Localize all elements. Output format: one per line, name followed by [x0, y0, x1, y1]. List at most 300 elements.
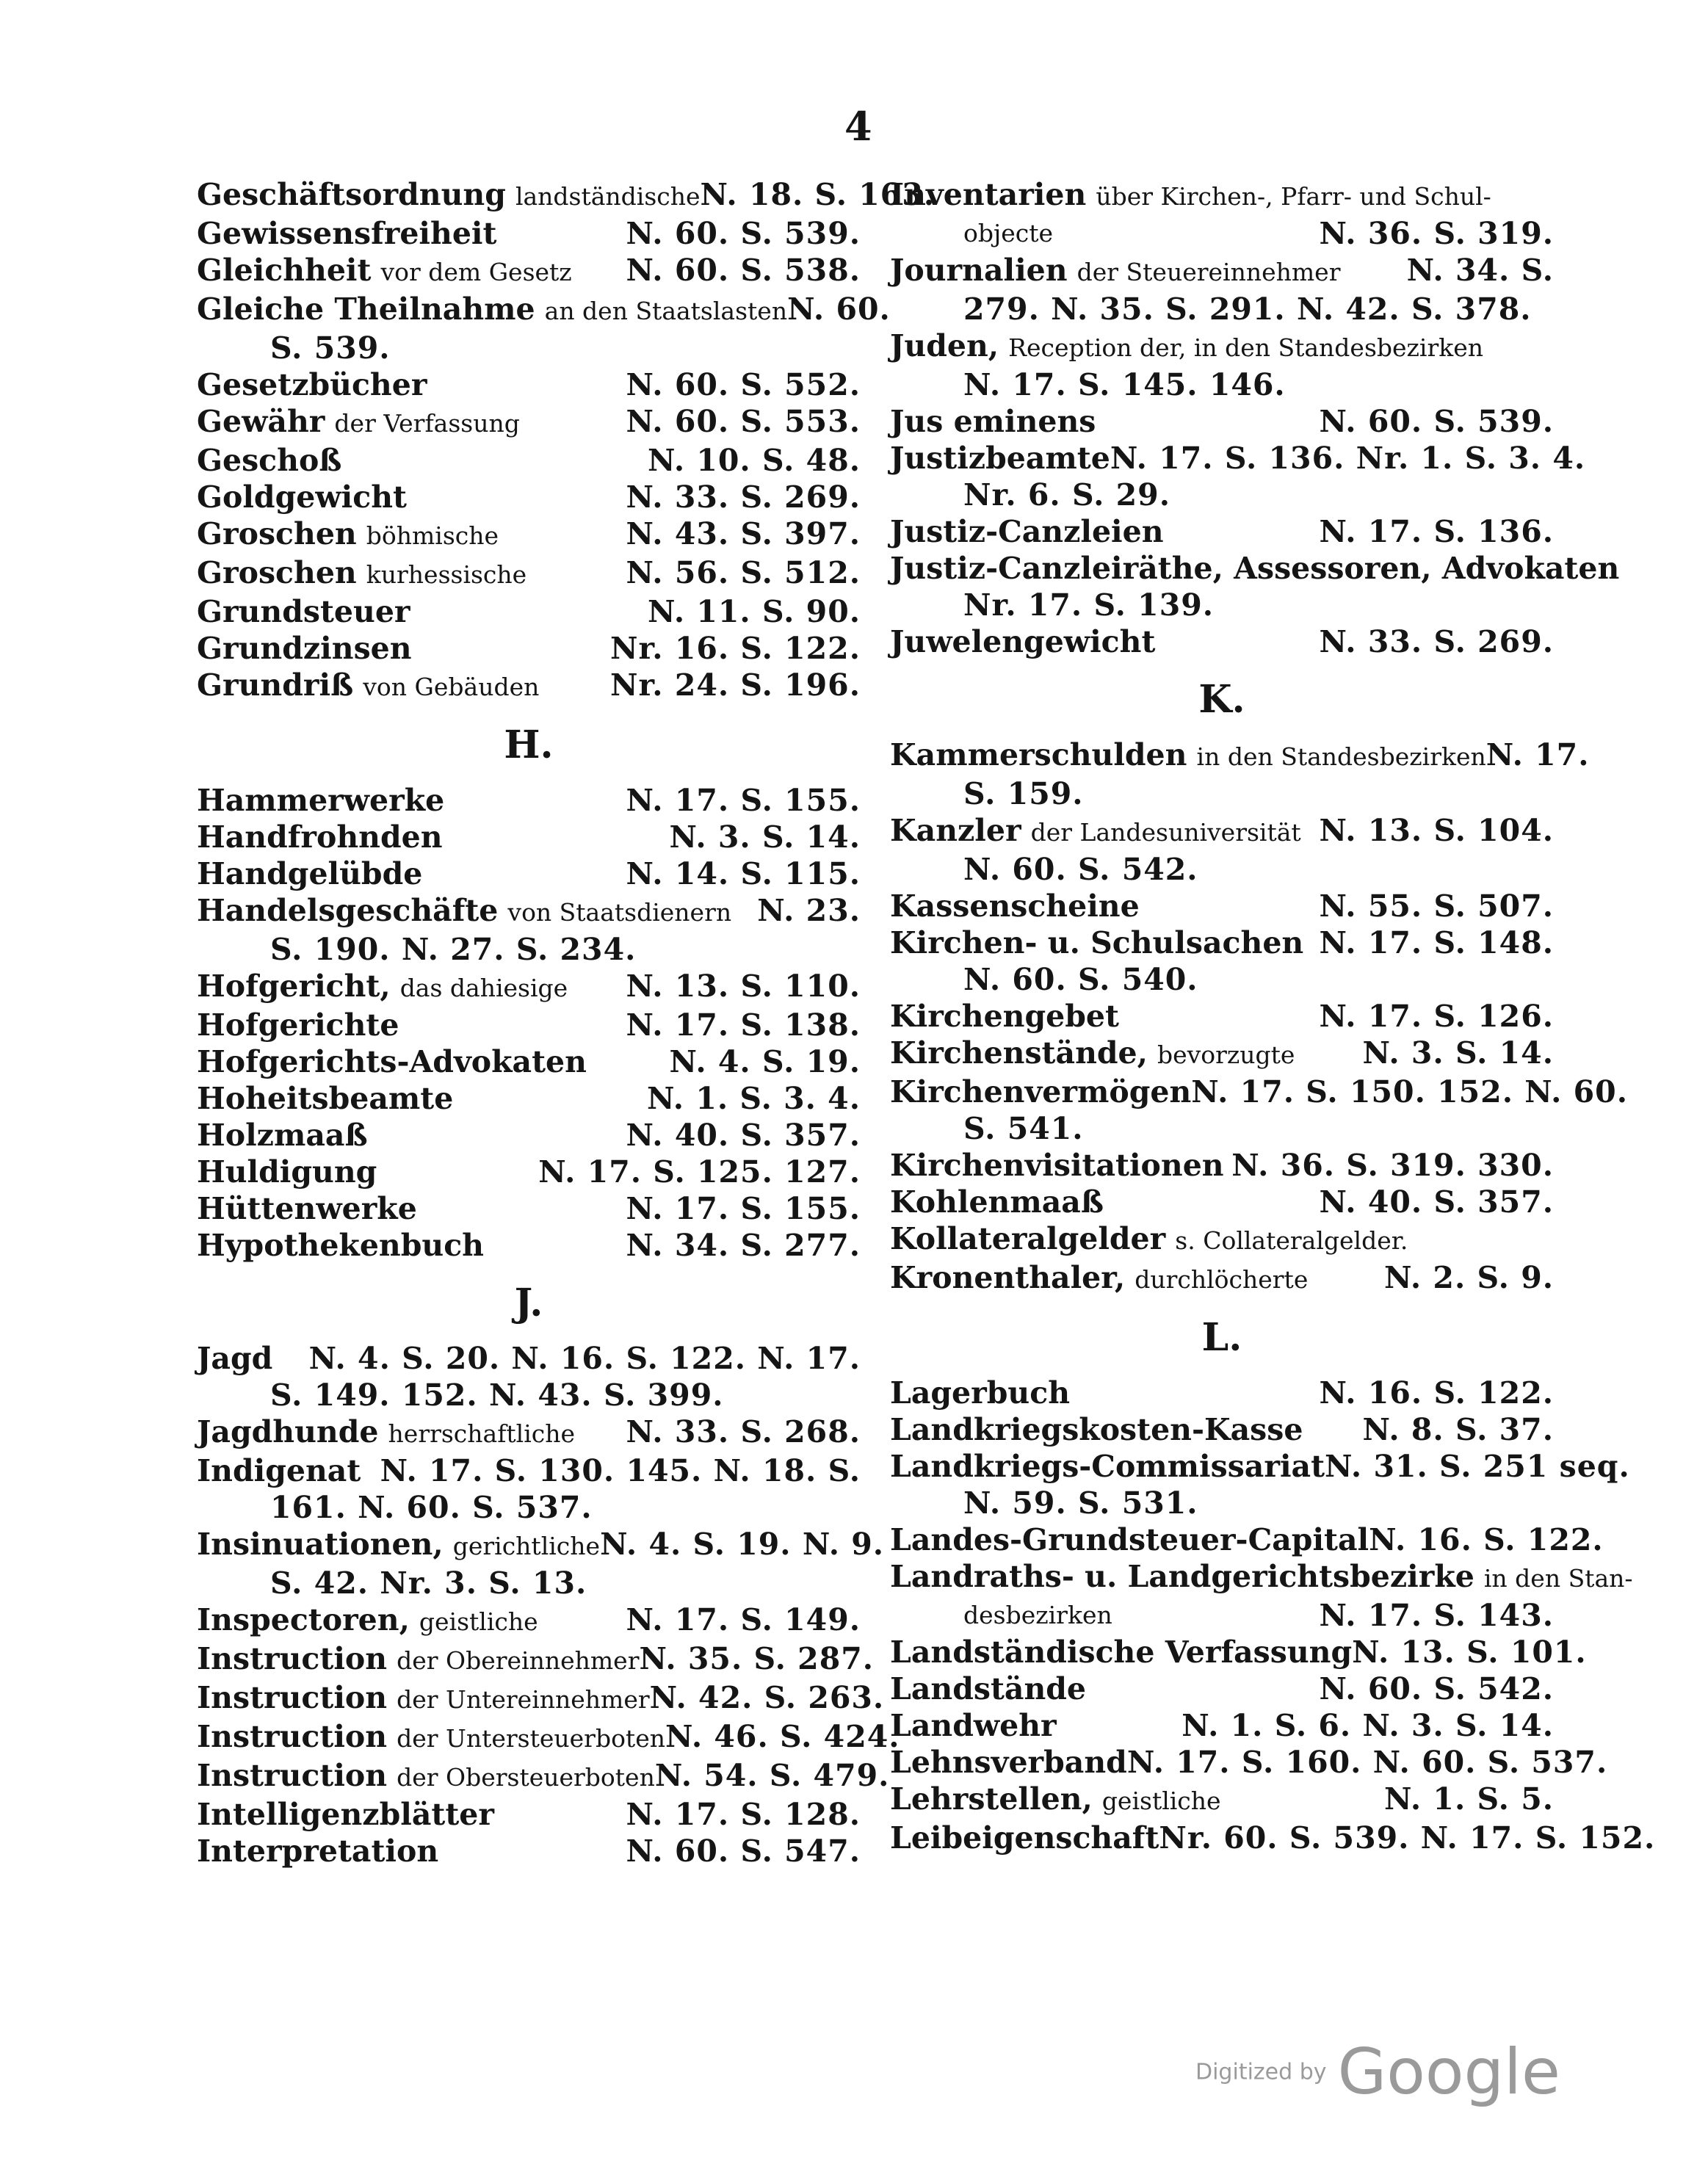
- entry-qualifier: in den Stan-: [1483, 1564, 1633, 1593]
- entry-heading: [890, 1707, 1057, 1744]
- entry-heading: [197, 252, 572, 291]
- entry-reference: N. 60. S. 538.: [626, 253, 861, 288]
- index-entry: [890, 1558, 1633, 1634]
- entry-line: [890, 252, 1554, 291]
- entry-term: Kohlenmaaß: [890, 1184, 1104, 1220]
- entry-heading: [197, 176, 701, 215]
- entry-reference: N. 60.: [787, 292, 891, 327]
- entry-term: Instruction: [197, 1719, 388, 1754]
- entry-heading: [197, 1833, 438, 1869]
- entry-heading: [197, 1007, 399, 1043]
- entry-term: Geschäftsordnung: [197, 177, 506, 212]
- entry-heading: [197, 968, 568, 1007]
- entry-line: [890, 812, 1554, 851]
- entry-reference: N. 4. S. 19.: [669, 1044, 861, 1079]
- entry-line: [197, 554, 861, 593]
- entry-heading: [197, 1413, 575, 1452]
- entry-term: Hüttenwerke: [197, 1191, 417, 1226]
- entry-term: Kassenscheine: [890, 888, 1140, 924]
- entry-line: [890, 327, 1554, 366]
- entry-qualifier: landständische: [515, 182, 701, 211]
- entry-line: [197, 366, 861, 403]
- entry-continuation: N. 60. S. 540.: [963, 962, 1198, 997]
- entry-reference: N. 17. S. 125. 127.: [538, 1154, 861, 1190]
- entry-term: Handfrohnden: [197, 819, 443, 855]
- index-entry: [197, 1154, 861, 1190]
- entry-term: Lehnsverband: [890, 1745, 1127, 1780]
- entry-reference: N. 35. S. 287.: [639, 1641, 875, 1676]
- entry-continuation: S. 190. N. 27. S. 234.: [270, 932, 637, 967]
- entry-line: [890, 440, 1586, 477]
- index-entry: [197, 1452, 861, 1526]
- entry-reference: N. 13. S. 101.: [1352, 1635, 1587, 1670]
- entry-heading: [197, 403, 520, 442]
- entry-line: [890, 1820, 1656, 1856]
- entry-line: [890, 924, 1554, 961]
- entry-continuation-reference: N. 36. S. 319.: [1319, 216, 1554, 251]
- entry-line: [890, 1074, 1628, 1110]
- entry-qualifier: bevorzugte: [1157, 1040, 1295, 1069]
- entry-heading: [890, 1184, 1104, 1220]
- entry-qualifier: in den Standesbezirken: [1196, 742, 1486, 771]
- entry-qualifier: s. Collateralgelder.: [1175, 1226, 1408, 1255]
- entry-continuation: S. 42. Nr. 3. S. 13.: [270, 1565, 587, 1601]
- entry-continuation: 279. N. 35. S. 291. N. 42. S. 378.: [963, 292, 1532, 327]
- entry-heading: [890, 1259, 1308, 1298]
- entry-heading: [197, 1340, 272, 1377]
- entry-heading: [890, 1035, 1295, 1074]
- entry-term: Kammerschulden: [890, 737, 1187, 772]
- index-entry: [197, 1833, 861, 1869]
- entry-line: [890, 1375, 1554, 1411]
- index-entry: [197, 1526, 885, 1601]
- entry-continuation: S. 539.: [270, 330, 391, 366]
- entry-line: [890, 998, 1554, 1035]
- index-entry: [890, 1670, 1554, 1707]
- entry-heading: [890, 998, 1119, 1035]
- entry-line: [890, 1411, 1554, 1448]
- entry-line: [197, 291, 891, 330]
- entry-qualifier: der Obersteuerboten: [397, 1763, 655, 1792]
- entry-reference: N. 17. S. 128.: [626, 1797, 861, 1832]
- index-entry: [890, 1184, 1554, 1220]
- entry-qualifier: das dahiesige: [399, 974, 568, 1002]
- entry-heading: [197, 855, 422, 892]
- index-entry: [890, 1820, 1656, 1856]
- index-entry: [890, 736, 1590, 812]
- entry-reference: N. 3. S. 14.: [669, 819, 861, 855]
- entry-term: Lehrstellen,: [890, 1781, 1093, 1817]
- entry-reference: N. 43. S. 397.: [626, 516, 861, 551]
- entry-heading: [197, 1227, 484, 1264]
- entry-term: Groschen: [197, 516, 357, 551]
- entry-heading: [197, 1601, 538, 1640]
- entry-reference: N. 16. S. 122.: [1369, 1522, 1604, 1557]
- entry-heading: [890, 1411, 1303, 1448]
- entry-heading: [197, 819, 443, 855]
- entry-term: Intelligenzblätter: [197, 1797, 494, 1832]
- entry-line: [890, 736, 1590, 775]
- entry-reference: N. 60. S. 547.: [626, 1833, 861, 1869]
- entry-line: [197, 403, 861, 442]
- entry-heading: [890, 1147, 1224, 1184]
- index-entry: [890, 888, 1554, 924]
- entry-reference: N. 17. S. 126.: [1319, 999, 1554, 1034]
- entry-line: [197, 176, 936, 215]
- entry-term: Instruction: [197, 1680, 388, 1715]
- entry-term: Hammerwerke: [197, 783, 445, 818]
- index-entry: [890, 1411, 1554, 1448]
- index-entry: [890, 1781, 1554, 1820]
- entry-line: [197, 1679, 885, 1718]
- entry-heading: [197, 782, 444, 819]
- entry-line: [197, 215, 861, 252]
- entry-line: [890, 1521, 1604, 1558]
- entry-term: Landkriegs-Commissariat: [890, 1449, 1325, 1484]
- index-entry: [197, 1340, 861, 1413]
- entry-term: Justiz-Canzleiräthe, Assessoren, Advokaten: [890, 551, 1620, 586]
- entry-heading: [197, 291, 787, 330]
- entry-heading: [890, 1448, 1325, 1485]
- entry-term: Juden,: [890, 328, 999, 363]
- entry-line: [197, 819, 861, 855]
- entry-heading: [890, 1744, 1127, 1781]
- entry-heading: [197, 1117, 368, 1154]
- entry-heading: [197, 1080, 453, 1117]
- index-entry: [890, 252, 1554, 327]
- entry-heading: [197, 630, 412, 667]
- entry-term: Grundzinsen: [197, 631, 412, 666]
- entry-reference: N. 23.: [757, 893, 861, 928]
- entry-reference: N. 60. S. 552.: [626, 367, 861, 402]
- entry-continuation-line: [890, 1597, 1554, 1634]
- entry-reference: N. 17. S. 160. N. 60. S. 537.: [1126, 1745, 1608, 1780]
- index-entry: [197, 1080, 861, 1117]
- entry-line: [890, 550, 1620, 587]
- entry-heading: [890, 1375, 1070, 1411]
- entry-line: [197, 1340, 861, 1377]
- entry-term: Juwelengewicht: [890, 624, 1156, 659]
- entry-line: [197, 479, 861, 515]
- index-entry: [890, 176, 1554, 252]
- section-letter: H.: [504, 723, 554, 767]
- entry-term: Hoheitsbeamte: [197, 1081, 454, 1116]
- entry-qualifier: Reception der, in den Standesbezirken: [1008, 333, 1484, 362]
- entry-reference: N. 17. S. 155.: [626, 783, 861, 818]
- entry-heading: [197, 442, 341, 479]
- entry-heading: [890, 888, 1140, 924]
- entry-heading: [197, 479, 407, 515]
- entry-heading: [197, 366, 427, 403]
- entry-term: Handelsgeschäfte: [197, 893, 499, 928]
- entry-qualifier: vor dem Gesetz: [380, 258, 572, 286]
- entry-term: Gesetzbücher: [197, 367, 427, 402]
- entry-line: [197, 1413, 861, 1452]
- index-entry: [197, 1601, 861, 1640]
- entry-line: [890, 888, 1554, 924]
- entry-reference: N. 14. S. 115.: [626, 856, 861, 891]
- entry-line: [890, 1184, 1554, 1220]
- entry-line: [890, 1147, 1554, 1184]
- entry-heading: [890, 403, 1096, 440]
- entry-qualifier: gerichtliche: [452, 1532, 601, 1560]
- entry-line: [890, 1744, 1608, 1781]
- entry-line: [890, 1558, 1633, 1597]
- entry-heading: [197, 1190, 417, 1227]
- entry-continuation: S. 541.: [963, 1111, 1084, 1146]
- entry-reference: N. 10. S. 48.: [647, 443, 861, 478]
- index-entry: [197, 1190, 861, 1227]
- entry-reference: N. 13. S. 104.: [1319, 813, 1554, 848]
- index-entry: [890, 998, 1554, 1035]
- entry-reference: N. 1. S. 5.: [1384, 1781, 1554, 1817]
- entry-line: [890, 403, 1554, 440]
- index-entry: [890, 440, 1586, 513]
- entry-heading: [197, 1796, 494, 1833]
- index-entry: [197, 291, 891, 366]
- entry-term: Grundriß: [197, 667, 354, 703]
- entry-reference: N. 18. S. 163.: [700, 177, 936, 212]
- entry-reference: N. 17. S. 148.: [1319, 925, 1554, 960]
- entry-heading: [197, 1043, 587, 1080]
- entry-reference: Nr. 24. S. 196.: [609, 667, 861, 703]
- entry-term: Gewähr: [197, 404, 325, 439]
- entry-term: Huldigung: [197, 1154, 377, 1190]
- entry-qualifier: der Landesuniversität: [1030, 818, 1301, 847]
- index-entry: [197, 515, 861, 554]
- entry-reference: N. 16. S. 122.: [1319, 1375, 1554, 1411]
- index-entry: [197, 855, 861, 892]
- index-entry: [197, 782, 861, 819]
- entry-reference: N. 17. S. 130. 145. N. 18. S.: [380, 1453, 861, 1488]
- entry-reference: N. 17. S. 136. Nr. 1. S. 3. 4.: [1110, 441, 1586, 476]
- entry-qualifier: an den Staatslasten: [544, 297, 788, 325]
- entry-reference: N. 33. S. 269.: [1319, 624, 1554, 659]
- entry-reference: N. 4. S. 20. N. 16. S. 122. N. 17.: [308, 1341, 861, 1376]
- entry-heading: [197, 892, 731, 931]
- entry-line: [890, 1259, 1554, 1298]
- entry-heading: [197, 215, 496, 252]
- entry-continuation: desbezirken: [963, 1601, 1112, 1629]
- entry-continuation: S. 149. 152. N. 43. S. 399.: [270, 1378, 724, 1413]
- entry-heading: [890, 623, 1155, 660]
- google-logo: Google: [1337, 2035, 1560, 2109]
- entry-term: Gleiche Theilnahme: [197, 292, 535, 327]
- entry-line: [197, 1043, 861, 1080]
- index-entry: [197, 366, 861, 403]
- entry-heading: [197, 1526, 600, 1565]
- index-entry: [890, 1035, 1554, 1074]
- entry-continuation: 161. N. 60. S. 537.: [270, 1490, 593, 1525]
- entry-term: Hofgerichte: [197, 1007, 399, 1043]
- index-entry: [197, 593, 861, 630]
- entry-qualifier: geistliche: [1101, 1787, 1221, 1815]
- entry-term: Jagd: [197, 1341, 273, 1376]
- index-entry: [890, 1707, 1554, 1744]
- entry-heading: [197, 667, 539, 706]
- index-entry: [197, 215, 861, 252]
- entry-heading: [890, 1074, 1191, 1110]
- entry-term: Kirchen- u. Schulsachen: [890, 925, 1304, 960]
- entry-continuation: S. 159.: [963, 776, 1084, 811]
- entry-reference: N. 60. S. 539.: [626, 216, 861, 251]
- entry-heading: [890, 812, 1301, 851]
- entry-reference: N. 1. S. 6. N. 3. S. 14.: [1182, 1708, 1554, 1743]
- index-entry: [890, 623, 1554, 660]
- entry-reference: N. 40. S. 357.: [626, 1118, 861, 1153]
- entry-reference: Nr. 16. S. 122.: [609, 631, 861, 666]
- entry-continuation: N. 60. S. 542.: [963, 852, 1198, 887]
- entry-line: [197, 968, 861, 1007]
- entry-continuation-reference: N. 17. S. 143.: [1319, 1598, 1554, 1633]
- entry-reference: N. 3. S. 14.: [1362, 1035, 1554, 1071]
- index-entry: [197, 667, 861, 706]
- entry-qualifier: von Gebäuden: [363, 673, 540, 701]
- entry-term: Insinuationen,: [197, 1527, 444, 1562]
- index-entry: [197, 442, 861, 479]
- entry-line: [197, 667, 861, 706]
- entry-term: Landraths- u. Landgerichtsbezirke: [890, 1559, 1474, 1594]
- index-entry: [890, 550, 1620, 623]
- entry-reference: N. 2. S. 9.: [1384, 1260, 1554, 1295]
- entry-reference: N. 56. S. 512.: [626, 555, 861, 590]
- entry-heading: [197, 515, 499, 554]
- entry-qualifier: der Verfassung: [334, 409, 520, 438]
- entry-line: [890, 1035, 1554, 1074]
- entry-line: [197, 1007, 861, 1043]
- entry-heading: [890, 327, 1483, 366]
- entry-reference: N. 46. S. 424.: [665, 1719, 900, 1754]
- index-entry: [197, 1796, 861, 1833]
- index-entry: [197, 1757, 890, 1796]
- entry-qualifier: über Kirchen-, Pfarr- und Schul-: [1096, 182, 1491, 211]
- index-entry: [890, 812, 1554, 888]
- entry-heading: [890, 1670, 1086, 1707]
- index-entry: [197, 1007, 861, 1043]
- entry-reference: N. 17. S. 155.: [626, 1191, 861, 1226]
- entry-term: Kronenthaler,: [890, 1260, 1126, 1295]
- entry-line: [890, 1220, 1554, 1259]
- entry-continuation: N. 17. S. 145. 146.: [963, 367, 1286, 402]
- entry-qualifier: der Untereinnehmer: [397, 1685, 650, 1714]
- entry-line: [890, 513, 1554, 550]
- entry-term: Justizbeamte: [890, 441, 1110, 476]
- index-entry: [890, 403, 1554, 440]
- entry-reference: N. 4. S. 19. N. 9.: [600, 1527, 885, 1562]
- entry-reference: N. 1. S. 3. 4.: [646, 1081, 861, 1116]
- google-watermark: [1195, 2035, 1560, 2109]
- entry-qualifier: der Steuereinnehmer: [1076, 258, 1341, 286]
- entry-line: [890, 1448, 1630, 1485]
- entry-continuation: N. 59. S. 531.: [963, 1485, 1198, 1521]
- index-entry: [890, 1375, 1554, 1411]
- entry-term: Handgelübde: [197, 856, 423, 891]
- entry-term: Hofgerichts-Advokaten: [197, 1044, 587, 1079]
- entry-term: Hypothekenbuch: [197, 1228, 484, 1263]
- index-entry: [890, 1259, 1554, 1298]
- entry-term: Gewissensfreiheit: [197, 216, 497, 251]
- entry-reference: N. 17. S. 138.: [626, 1007, 861, 1043]
- entry-qualifier: kurhessische: [366, 560, 527, 589]
- entry-heading: [197, 1452, 361, 1489]
- entry-line: [890, 1707, 1554, 1744]
- entry-term: Landständische Verfassung: [890, 1635, 1353, 1670]
- entry-line: [197, 1796, 861, 1833]
- index-entry: [197, 630, 861, 667]
- entry-heading: [890, 252, 1340, 291]
- section-letter: K.: [1198, 677, 1245, 722]
- entry-reference: N. 40. S. 357.: [1319, 1184, 1554, 1220]
- entry-line: [197, 1154, 861, 1190]
- index-entry: [197, 1117, 861, 1154]
- entry-term: Kanzler: [890, 813, 1021, 848]
- entry-term: Justiz-Canzleien: [890, 514, 1164, 549]
- entry-heading: [197, 1757, 655, 1796]
- entry-reference: N. 17. S. 149.: [626, 1602, 861, 1637]
- entry-term: Landkriegskosten-Kasse: [890, 1412, 1303, 1447]
- entry-reference: N. 60. S. 542.: [1319, 1671, 1554, 1706]
- entry-line: [197, 1757, 890, 1796]
- entry-line: [197, 1833, 861, 1869]
- entry-qualifier: der Untersteuerboten: [397, 1724, 665, 1753]
- entry-term: Holzmaaß: [197, 1118, 368, 1153]
- index-entry: [197, 1679, 885, 1718]
- entry-reference: N. 17. S. 136.: [1319, 514, 1554, 549]
- entry-heading: [890, 924, 1303, 961]
- index-entry: [197, 1718, 900, 1757]
- entry-line: [197, 515, 861, 554]
- index-entry: [197, 1227, 861, 1264]
- entry-line: [890, 623, 1554, 660]
- entry-term: Kirchenvermögen: [890, 1074, 1192, 1109]
- index-entry: [197, 1043, 861, 1080]
- entry-term: Kirchenvisitationen: [890, 1148, 1224, 1183]
- index-entry: [890, 924, 1554, 998]
- entry-continuation: objecte: [963, 219, 1054, 247]
- entry-reference: N. 31. S. 251 seq.: [1325, 1449, 1630, 1484]
- index-entry: [890, 513, 1554, 550]
- entry-line: [890, 1634, 1587, 1670]
- entry-line: [197, 892, 861, 931]
- entry-heading: [197, 1718, 665, 1757]
- index-entry: [890, 1147, 1554, 1184]
- entry-reference: N. 17. S. 150. 152. N. 60.: [1191, 1074, 1628, 1109]
- entry-term: Landwehr: [890, 1708, 1057, 1743]
- entry-term: Groschen: [197, 555, 357, 590]
- entry-term: Grundsteuer: [197, 594, 410, 629]
- entry-reference: N. 36. S. 319. 330.: [1231, 1148, 1554, 1183]
- entry-line: [890, 1781, 1554, 1820]
- section-letter: L.: [1201, 1315, 1242, 1360]
- entry-heading: [890, 550, 1619, 587]
- entry-line: [197, 1190, 861, 1227]
- entry-term: Hofgericht,: [197, 969, 391, 1004]
- entry-line: [197, 1227, 861, 1264]
- entry-reference: N. 17.: [1486, 737, 1590, 772]
- entry-line: [197, 1640, 875, 1679]
- entry-reference: N. 33. S. 268.: [626, 1414, 861, 1449]
- index-entry: [197, 252, 861, 291]
- entry-term: Interpretation: [197, 1833, 439, 1869]
- entry-line: [197, 1718, 900, 1757]
- entry-term: Jagdhunde: [197, 1414, 379, 1449]
- entry-reference: N. 33. S. 269.: [626, 479, 861, 515]
- entry-qualifier: von Staatsdienern: [507, 898, 732, 927]
- entry-term: Geschoß: [197, 443, 342, 478]
- index-entry: [890, 1074, 1628, 1147]
- entry-reference: N. 8. S. 37.: [1362, 1412, 1554, 1447]
- entry-term: Lagerbuch: [890, 1375, 1070, 1411]
